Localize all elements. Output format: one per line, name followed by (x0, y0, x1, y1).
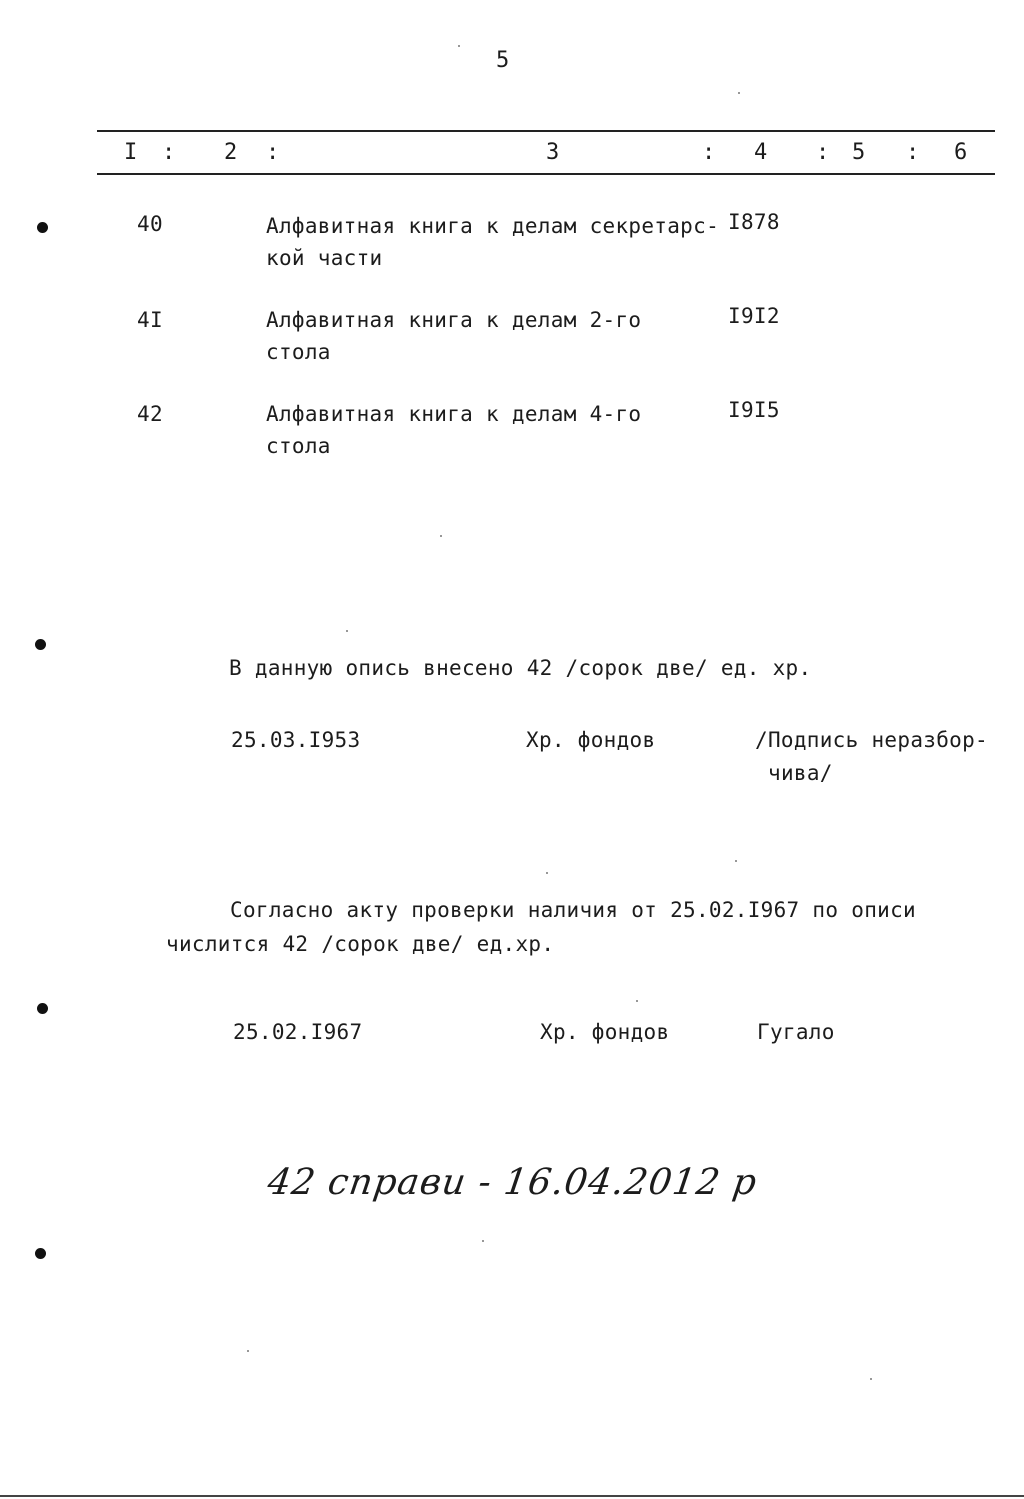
table-header-bottom-rule (97, 173, 995, 175)
punch-hole (37, 1003, 48, 1014)
scan-speck (870, 1378, 872, 1380)
verification-date: 25.02.I967 (233, 1020, 363, 1044)
row-number: 42 (137, 402, 163, 426)
row-title-line1: Алфавитная книга к делам секретарс- (266, 214, 720, 238)
scan-speck (440, 535, 442, 537)
row-number: 40 (137, 212, 163, 236)
column-separator: : (702, 140, 716, 165)
punch-hole (37, 222, 48, 233)
scan-speck (636, 1000, 638, 1002)
row-title-line2: стола (266, 434, 331, 458)
verification-statement-line1: Согласно акту проверки наличия от 25.02.I967 по описи (230, 898, 916, 922)
row-title-line1: Алфавитная книга к делам 4-го (266, 402, 642, 426)
column-separator: : (162, 140, 176, 165)
verification-statement-line2: числится 42 /сорок две/ ед.хр. (166, 932, 555, 956)
row-number: 4I (137, 308, 163, 332)
column-header-6: 6 (954, 140, 968, 165)
scan-speck (738, 92, 740, 94)
punch-hole (35, 1248, 46, 1259)
certification-signature-line1: /Подпись неразбор- (755, 728, 988, 752)
page-number: 5 (496, 48, 510, 73)
column-separator: : (266, 140, 280, 165)
column-header-2: 2 (224, 140, 238, 165)
scan-speck (346, 630, 348, 632)
scan-speck (482, 1240, 484, 1242)
column-separator: : (816, 140, 830, 165)
row-title-line1: Алфавитная книга к делам 2-го (266, 308, 642, 332)
verification-position: Хр. фондов (540, 1020, 670, 1044)
scan-speck (458, 45, 460, 47)
certification-date: 25.03.I953 (231, 728, 361, 752)
scan-speck (247, 1350, 249, 1352)
column-header-5: 5 (852, 140, 866, 165)
punch-hole (35, 639, 46, 650)
handwritten-note: 42 справи - 16.04.2012 р (265, 1162, 760, 1203)
column-header-1: I (124, 140, 138, 165)
column-separator: : (906, 140, 920, 165)
column-header-4: 4 (754, 140, 768, 165)
certification-statement: В данную опись внесено 42 /сорок две/ ед. хр. (229, 656, 812, 680)
certification-signature-line2: чива/ (768, 761, 833, 785)
row-title-line2: кой части (266, 246, 383, 270)
verification-signature: Гугало (757, 1020, 835, 1044)
row-year: I9I2 (728, 304, 780, 328)
row-title-line2: стола (266, 340, 331, 364)
scan-edge (0, 1495, 1024, 1497)
row-year: I9I5 (728, 398, 780, 422)
column-header-3: 3 (546, 140, 560, 165)
table-top-rule (97, 130, 995, 132)
certification-position: Хр. фондов (526, 728, 656, 752)
scan-speck (546, 872, 548, 874)
scan-speck (735, 860, 737, 862)
row-year: I878 (728, 210, 780, 234)
